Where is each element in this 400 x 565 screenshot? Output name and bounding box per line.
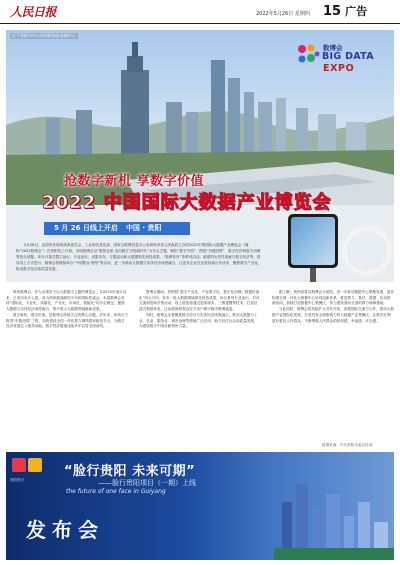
article-column-1 bbox=[6, 290, 128, 438]
paragraph: 同时，数博会还将聚焦数字经济与实体经济深度融合，推动大数据与工业、农业、服务业、城市治理等领域广泛应用，助力经济社会高质量发展，为建设数字中国贡献贵州力量。 bbox=[139, 312, 258, 329]
intro-paragraph: 5月26日，由国家发展和改革委员会、工业和信息化部、国家互联网信息办公室和贵州省人民政府主办的2022中国国际大数据产业博览会（简称“2022数博会”）在贵阳线上开幕。本届数博会以“数智变革 迈向数字文明新时代”为年会主题，紧扣“数字中国”，围绕“东数西算”、数字经济和数字治理等热点话题，举办开幕式暨主论坛、专业论坛、成果发布、专题活动和大数据领先科技成果、“数博发布”等系列活动。新建的历史性成就与数字经济等，将以线上方式进行。数博会将继续举办“中国数谷·贵阳”等活动，进一步推动大数据与实体经济深度融合，让更多企业在这里找到合作伙伴，聚焦数字产业化，推动数字经济高质量发展。 bbox=[16, 243, 262, 271]
smartphone bbox=[288, 214, 338, 268]
hero-image bbox=[6, 30, 394, 282]
section-label: 广告 bbox=[345, 5, 368, 18]
paragraph: 据了解，贵州省将以数博会为契机，进一步推动数据中心集聚发展，加快构建全国一体化大数据中心协同创新体系，推进算力、算法、数据、应用资源协同，持续打造数据中心集聚区，努力建设面向全国的算力保障基地。 bbox=[272, 290, 394, 306]
expo-name-en-2: EXPO bbox=[323, 63, 355, 74]
newspaper-logo: 人民日报 bbox=[10, 5, 57, 19]
hero-title: 2022 中国国际大数据产业博览会 bbox=[42, 192, 332, 213]
ribbon-location: 中国 · 贵阳 bbox=[125, 224, 162, 232]
article-body bbox=[6, 290, 394, 442]
paragraph: 数字新机、数字价值，是数博会持续关注的核心议题。多年来，贵州大力推进“东数西算”工程，加快建设全国一体化算力网络国家枢纽节点，为数字经济发展注入强劲动能。数字经济增速连续多年位居全国前列。 bbox=[6, 312, 128, 329]
page-number: 15 bbox=[323, 4, 342, 19]
banner-english-subtitle: the future of one face in Guiyang bbox=[66, 488, 166, 495]
banner-subtitle: ——脸行贵阳项目（一期）上线 bbox=[98, 479, 196, 487]
guiyang-guian-logo-icon bbox=[12, 458, 44, 478]
page-indicator bbox=[323, 3, 367, 19]
photo-caption: 位于贵阳市中心的贵阳国际金融中心 bbox=[12, 33, 76, 38]
issue-date: 2022年5月26日 星期四 bbox=[256, 11, 310, 17]
source-credit: 数据来源：中共贵阳市委宣传部 bbox=[322, 443, 373, 447]
launch-event-banner bbox=[6, 452, 394, 560]
hero-slogan: 抢数字新机 享数字价值 bbox=[64, 174, 205, 189]
ring-light bbox=[344, 228, 390, 274]
banner-launch-label: 发布会 bbox=[26, 518, 104, 542]
paragraph: 数博会期间，将围绕“数字产业化、产业数字化、数字化治理、数据价值化”四大方向，发布一批大数据领域领先科技成果，举办系列专业论坛、对话交流和招商引资活动。线上展览将通过虚拟现实、三维建模等技术，打造沉浸式观展体验，让参展商和观众足不出户即可畅享数博盛宴。 bbox=[139, 290, 260, 312]
banner-title: “脸行贵阳 未来可期” bbox=[64, 464, 196, 479]
banner-logo-text: 贵阳贵安 bbox=[10, 478, 24, 482]
article-column-2 bbox=[139, 290, 261, 438]
banner-city-illustration bbox=[274, 472, 394, 560]
paragraph: 贵州数博会，作为全球首个以大数据为主题的博览会，自2015年创办以来，已成功举办七届，成为国家级战略性平台和国际性盛会。本届数博会坚持“国际化、专业化、高端化、产业化、市场化、智能化”的办会理念，聚焦大数据与实体经济深度融合，集中展示大数据领域最新成果。 bbox=[6, 290, 127, 312]
expo-emblem-icon bbox=[296, 43, 320, 69]
article-column-3 bbox=[272, 290, 394, 438]
paragraph: 与此同时，数博会将持续扩大对外开放，加强国际交流与合作，推动大数据产业国际化发展，打造具有全球影响力的大数据产业集聚区，让数字红利更好惠及人民群众，不断增强人民群众的获得感、幸福感、安全感。 bbox=[272, 307, 394, 323]
expo-name-cn: 数博会 bbox=[323, 44, 343, 52]
big-data-expo-logo bbox=[296, 38, 384, 82]
expo-name-en-1: BIG DATA bbox=[322, 51, 374, 62]
ribbon-date: 5 月 26 日线上开启 bbox=[54, 224, 118, 232]
date-location-ribbon bbox=[44, 222, 190, 235]
masthead bbox=[0, 0, 400, 24]
